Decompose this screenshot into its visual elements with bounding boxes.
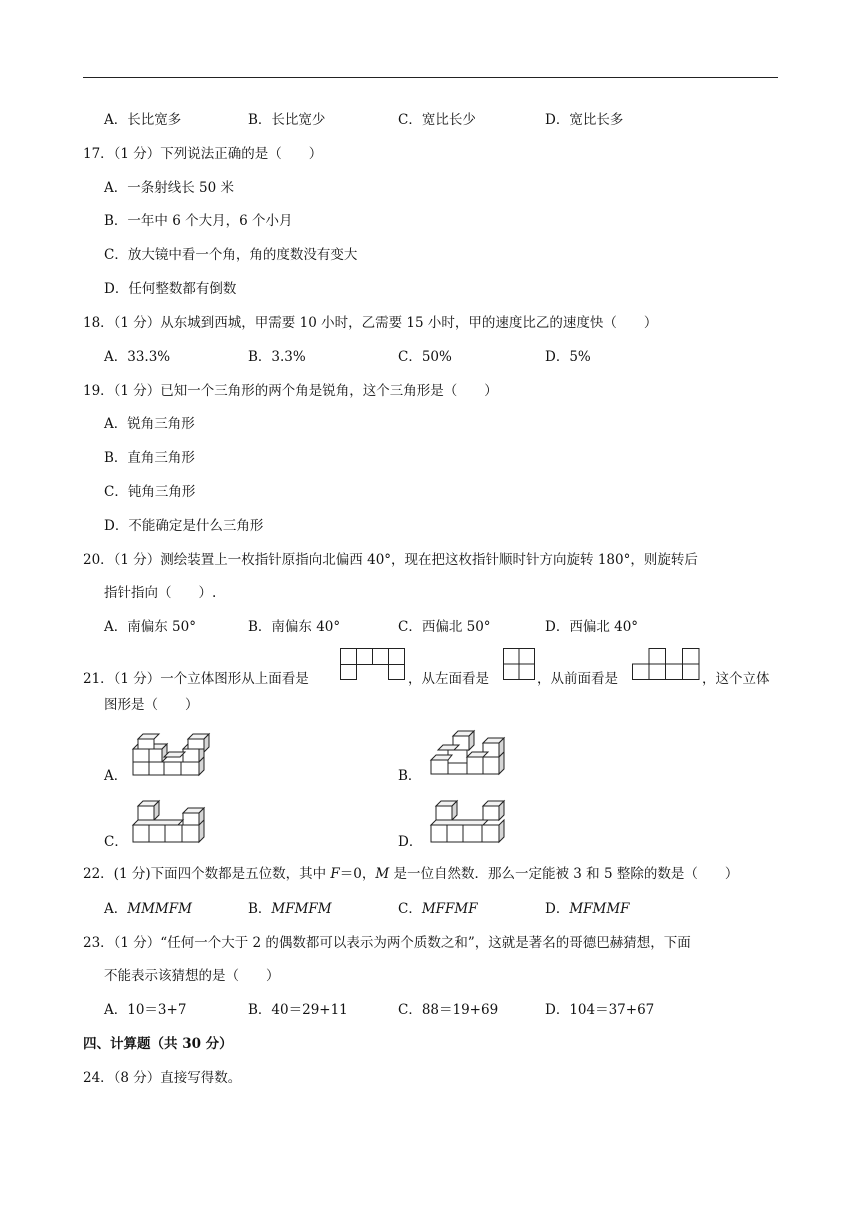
q22-option-b[interactable]: B．MFMFM	[248, 901, 332, 917]
q21-stem-line2: 图形是（ ）	[104, 697, 199, 713]
q23-option-a[interactable]: A．10＝3+7	[104, 1002, 187, 1018]
q21-option-b-cube-figure[interactable]	[428, 730, 516, 778]
q23-option-c[interactable]: C．88＝19+69	[398, 1002, 499, 1018]
q19-option-c[interactable]: C．钝角三角形	[104, 484, 196, 500]
q19-option-a[interactable]: A．锐角三角形	[104, 416, 195, 432]
q21-stem-part4: ，这个立体	[702, 671, 770, 687]
q21-top-view-figure	[340, 648, 406, 680]
q22-option-c[interactable]: C．MFFMF	[398, 901, 478, 917]
q20-option-a[interactable]: A．南偏东 50°	[104, 619, 196, 635]
q21-option-d-cube-figure[interactable]	[428, 800, 516, 844]
q21-stem-part3: ，从前面看是	[537, 671, 618, 687]
q20-stem-line1: 20．（1 分）测绘装置上一枚指针原指向北偏西 40°，现在把这枚指针顺时针方向旋转 180°，则旋转后	[83, 552, 698, 568]
q16-option-a[interactable]: A．长比宽多	[104, 112, 182, 128]
q18-option-b[interactable]: B．3.3%	[248, 349, 306, 365]
q21-option-d[interactable]: D．	[398, 834, 423, 850]
q21-option-c-cube-figure[interactable]	[130, 800, 218, 844]
q21-stem-part2: ，从左面看是	[408, 671, 489, 687]
q22-option-a[interactable]: A．MMMFM	[104, 901, 192, 917]
q22-stem: 22．(1 分)下面四个数都是五位数，其中 F＝0，M 是一位自然数．那么一定能被 3 和 5 整除的数是（ ）	[83, 866, 739, 882]
q19-option-d[interactable]: D．不能确定是什么三角形	[104, 518, 264, 534]
q20-option-d[interactable]: D．西偏北 40°	[545, 619, 639, 635]
q17-option-d[interactable]: D．任何整数都有倒数	[104, 281, 237, 297]
q17-stem: 17．（1 分）下列说法正确的是（ ）	[83, 146, 323, 162]
q18-stem: 18．（1 分）从东城到西城，甲需要 10 小时，乙需要 15 小时，甲的速度比乙的速度快（ ）	[83, 315, 658, 331]
q19-option-b[interactable]: B．直角三角形	[104, 450, 195, 466]
q20-stem-line2: 指针指向（ ）.	[104, 585, 217, 601]
section-heading-calculation: 四、计算题（共 30 分）	[83, 1036, 233, 1052]
q23-stem-line2: 不能表示该猜想的是（ ）	[104, 968, 280, 984]
q22-var-f: F	[330, 866, 340, 882]
q17-option-a[interactable]: A．一条射线长 50 米	[104, 180, 235, 196]
q20-option-c[interactable]: C．西偏北 50°	[398, 619, 491, 635]
q21-option-b[interactable]: B．	[398, 768, 422, 784]
q22-option-d[interactable]: D．MFMMF	[545, 901, 630, 917]
q16-option-b[interactable]: B．长比宽少	[248, 112, 326, 128]
q22-var-m: M	[375, 866, 390, 882]
q23-option-b[interactable]: B．40＝29+11	[248, 1002, 348, 1018]
q20-option-b[interactable]: B．南偏东 40°	[248, 619, 341, 635]
q18-option-a[interactable]: A．33.3%	[104, 349, 171, 365]
q21-stem-part1: 21．（1 分）一个立体图形从上面看是	[83, 671, 309, 687]
q23-stem-line1: 23．（1 分）“任何一个大于 2 的偶数都可以表示为两个质数之和”，这就是著名的哥德巴赫猜想，下面	[83, 935, 691, 951]
q23-option-d[interactable]: D．104＝37+67	[545, 1002, 655, 1018]
q21-left-view-figure	[503, 648, 535, 680]
q21-option-a-cube-figure[interactable]	[130, 733, 214, 777]
q17-option-c[interactable]: C．放大镜中看一个角，角的度数没有变大	[104, 247, 358, 263]
q19-stem: 19．（1 分）已知一个三角形的两个角是锐角，这个三角形是（ ）	[83, 383, 498, 399]
q16-option-c[interactable]: C．宽比长少	[398, 112, 476, 128]
q21-front-view-figure	[632, 648, 700, 680]
header-rule	[83, 77, 778, 78]
q18-option-c[interactable]: C．50%	[398, 349, 452, 365]
q17-option-b[interactable]: B．一年中 6 个大月，6 个小月	[104, 213, 293, 229]
q21-option-c[interactable]: C．	[104, 834, 128, 850]
q18-option-d[interactable]: D．5%	[545, 349, 591, 365]
q21-option-a[interactable]: A．	[104, 768, 128, 784]
q24-stem: 24．（8 分）直接写得数。	[83, 1070, 242, 1086]
q16-option-d[interactable]: D．宽比长多	[545, 112, 624, 128]
